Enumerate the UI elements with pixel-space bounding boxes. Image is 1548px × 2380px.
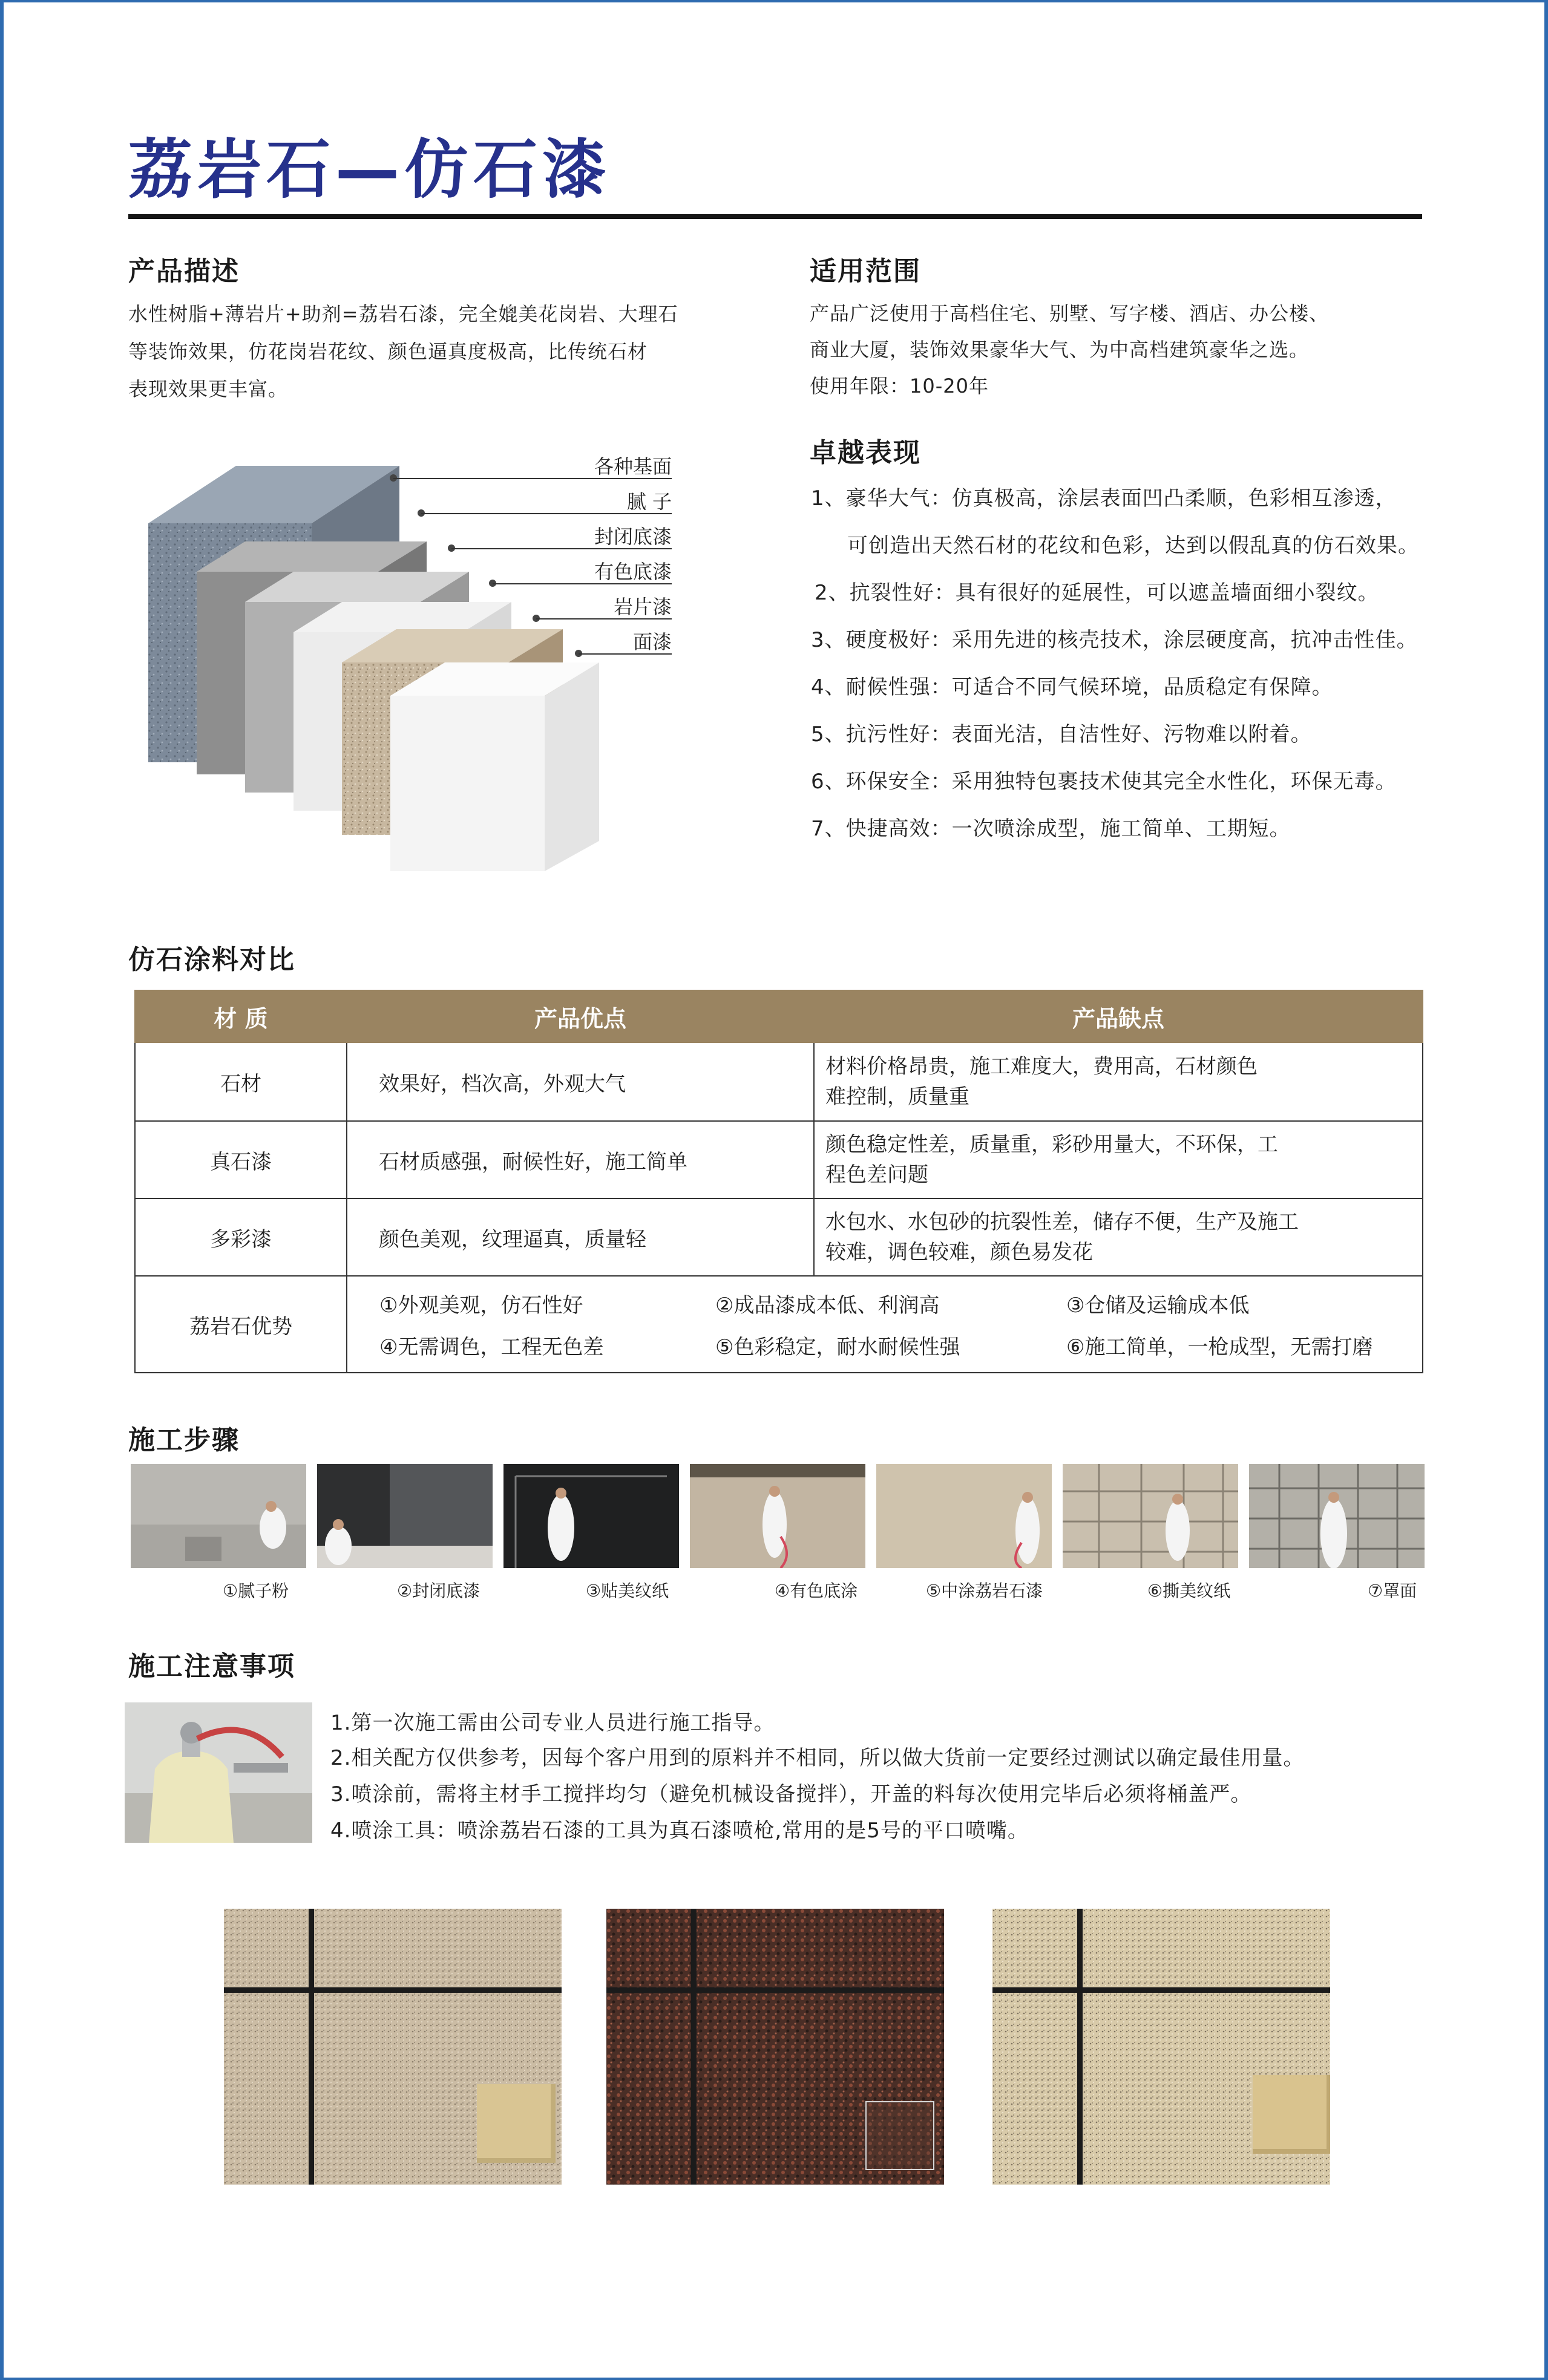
step-photo-color-base [690, 1464, 865, 1568]
advantage-item: 5、抗污性好：表面光洁，自洁性好、污物难以附着。 [811, 722, 1312, 747]
material-cell: 荔岩石优势 [135, 1276, 347, 1373]
material-cell: 真石漆 [135, 1121, 347, 1198]
note-item: 2.相关配方仅供参考，因每个客户用到的原料并不相同，所以做大货前一定要经过测试以确定最佳用量。 [330, 1746, 1305, 1770]
step-caption: ⑦罩面 [1368, 1581, 1417, 1601]
tile-joint [606, 1987, 944, 1993]
step-photo-masking-tape [503, 1464, 679, 1568]
page-border-bottom [0, 2378, 1548, 2380]
steps-heading: 施工步骤 [128, 1425, 240, 1456]
advantage-point: ④无需调色，工程无色差 [379, 1335, 604, 1359]
step-caption: ⑤中涂荔岩石漆 [926, 1581, 1043, 1601]
scope-line: 产品广泛使用于高档住宅、别墅、写字楼、酒店、办公楼、 [810, 302, 1330, 325]
page-border-right [1544, 0, 1548, 2380]
material-cell: 多彩漆 [135, 1198, 347, 1276]
table-row [135, 1198, 1423, 1276]
scope-line: 使用年限：10-20年 [810, 374, 989, 397]
advantage-point: ③仓储及运输成本低 [1066, 1293, 1250, 1318]
advantage-item: 1、豪华大气：仿真极高，涂层表面凹凸柔顺，色彩相互渗透， [811, 486, 1397, 511]
title-divider [128, 214, 1422, 219]
layer-label: 有色底漆 [594, 560, 672, 583]
material-cell: 石材 [135, 1042, 347, 1121]
description-line: 表现效果更丰富。 [128, 378, 289, 400]
layer-label: 封闭底漆 [594, 525, 672, 548]
page-title: 荔岩石—仿石漆 [128, 132, 611, 207]
note-item: 4.喷涂工具：喷涂荔岩石漆的工具为真石漆喷枪,常用的是5号的平口喷嘴。 [330, 1819, 1029, 1843]
note-item: 3.喷涂前，需将主材手工搅拌均匀（避免机械设备搅拌），开盖的料每次使用完毕后必须将桶盖严。 [330, 1782, 1252, 1806]
advantage-cell [347, 1276, 1423, 1373]
cons-line: 难控制，质量重 [825, 1085, 969, 1109]
pros-cell: 效果好，档次高，外观大气 [347, 1042, 814, 1121]
spray-gun-photo [125, 1702, 312, 1843]
layer-label: 腻 子 [626, 490, 672, 513]
advantage-point: ⑥施工简单，一枪成型，无需打磨 [1066, 1335, 1373, 1359]
column-header: 产品优点 [347, 990, 814, 1042]
column-header: 材 质 [135, 990, 347, 1042]
layer-label: 面漆 [632, 630, 672, 653]
table-header-row [135, 990, 1423, 1042]
step-caption: ②封闭底漆 [397, 1581, 480, 1601]
note-item: 1.第一次施工需由公司专业人员进行施工指导。 [330, 1711, 775, 1735]
layer-structure-diagram [139, 423, 684, 883]
advantage-row [135, 1276, 1423, 1373]
page-border-top [0, 0, 1548, 2]
layer-label: 各种基面 [594, 455, 672, 478]
advantage-item: 2、抗裂性好：具有很好的延展性，可以遮盖墙面细小裂纹。 [815, 581, 1379, 605]
step-caption: ③贴美纹纸 [586, 1581, 669, 1601]
cons-cell [814, 1198, 1423, 1276]
tile-joint [691, 1909, 697, 2185]
advantage-point: ①外观美观，仿石性好 [379, 1293, 583, 1318]
advantages-heading: 卓越表现 [810, 437, 921, 468]
sample-red-brown-granite [606, 1909, 944, 2185]
advantage-item: 可创造出天然石材的花纹和色彩，达到以假乱真的仿石效果。 [847, 534, 1419, 558]
scope-text [810, 295, 1439, 404]
sample-chip [1253, 2075, 1330, 2154]
description-line: 水性树脂+薄岩片+助剂=荔岩石漆，完全媲美花岗岩、大理石 [128, 302, 678, 325]
step-photo-stone-coat [876, 1464, 1052, 1568]
scope-line: 商业大厦，装饰效果豪华大气、为中高档建筑豪华之选。 [810, 338, 1310, 361]
scope-heading: 适用范围 [810, 256, 921, 287]
table-row [135, 1121, 1423, 1198]
step-photo-remove-tape [1063, 1464, 1238, 1568]
sample-beige-granite [224, 1909, 562, 2185]
comparison-table [134, 990, 1423, 1373]
advantage-item: 7、快捷高效：一次喷涂成型，施工简单、工期短。 [811, 817, 1291, 841]
step-caption: ①腻子粉 [223, 1581, 289, 1601]
cons-line: 程色差问题 [825, 1163, 928, 1187]
cons-line: 材料价格昂贵，施工难度大，费用高，石材颜色 [825, 1054, 1258, 1079]
cons-cell [814, 1121, 1423, 1198]
description-text [128, 295, 806, 408]
cons-line: 颜色稳定性差，质量重，彩砂用量大，不环保，工 [825, 1133, 1278, 1157]
description-heading: 产品描述 [128, 256, 240, 287]
tile-joint [992, 1987, 1330, 1993]
cons-line: 较难，调色较难，颜色易发花 [825, 1240, 1093, 1264]
sample-chip [477, 2084, 556, 2163]
step-caption: ④有色底涂 [775, 1581, 858, 1601]
step-photo-top-coat [1249, 1464, 1425, 1568]
cons-line: 水包水、水包砂的抗裂性差，储存不便，生产及施工 [825, 1210, 1299, 1234]
sample-yellow-granite [992, 1909, 1330, 2185]
sample-chip [865, 2101, 934, 2170]
advantage-point: ⑤色彩稳定，耐水耐候性强 [715, 1335, 960, 1359]
column-header: 产品缺点 [814, 990, 1423, 1042]
pros-cell: 颜色美观，纹理逼真，质量轻 [347, 1198, 814, 1276]
advantage-grid [348, 1289, 1422, 1360]
cons-cell [814, 1042, 1423, 1121]
advantage-item: 3、硬度极好：采用先进的核壳技术，涂层硬度高，抗冲击性佳。 [811, 628, 1418, 652]
advantage-item: 6、环保安全：采用独特包裹技术使其完全水性化，环保无毒。 [811, 770, 1397, 794]
comparison-heading: 仿石涂料对比 [128, 944, 295, 975]
steps-strip [131, 1464, 1423, 1609]
description-line: 等装饰效果，仿花岗岩花纹、颜色逼真度极高，比传统石材 [128, 340, 648, 363]
pros-cell: 石材质感强，耐候性好，施工简单 [347, 1121, 814, 1198]
advantage-item: 4、耐候性强：可适合不同气候环境，品质稳定有保障。 [811, 675, 1333, 699]
advantage-point: ②成品漆成本低、利润高 [715, 1293, 940, 1318]
tile-joint [1077, 1909, 1083, 2185]
page-border-left [0, 0, 4, 2380]
table-row [135, 1042, 1423, 1121]
step-photo-primer [317, 1464, 493, 1568]
step-photo-putty [131, 1464, 306, 1568]
tile-joint [309, 1909, 314, 2185]
tile-joint [224, 1987, 562, 1993]
layer-label: 岩片漆 [613, 595, 672, 618]
step-caption: ⑥撕美纹纸 [1147, 1581, 1231, 1601]
notes-heading: 施工注意事项 [128, 1651, 295, 1682]
